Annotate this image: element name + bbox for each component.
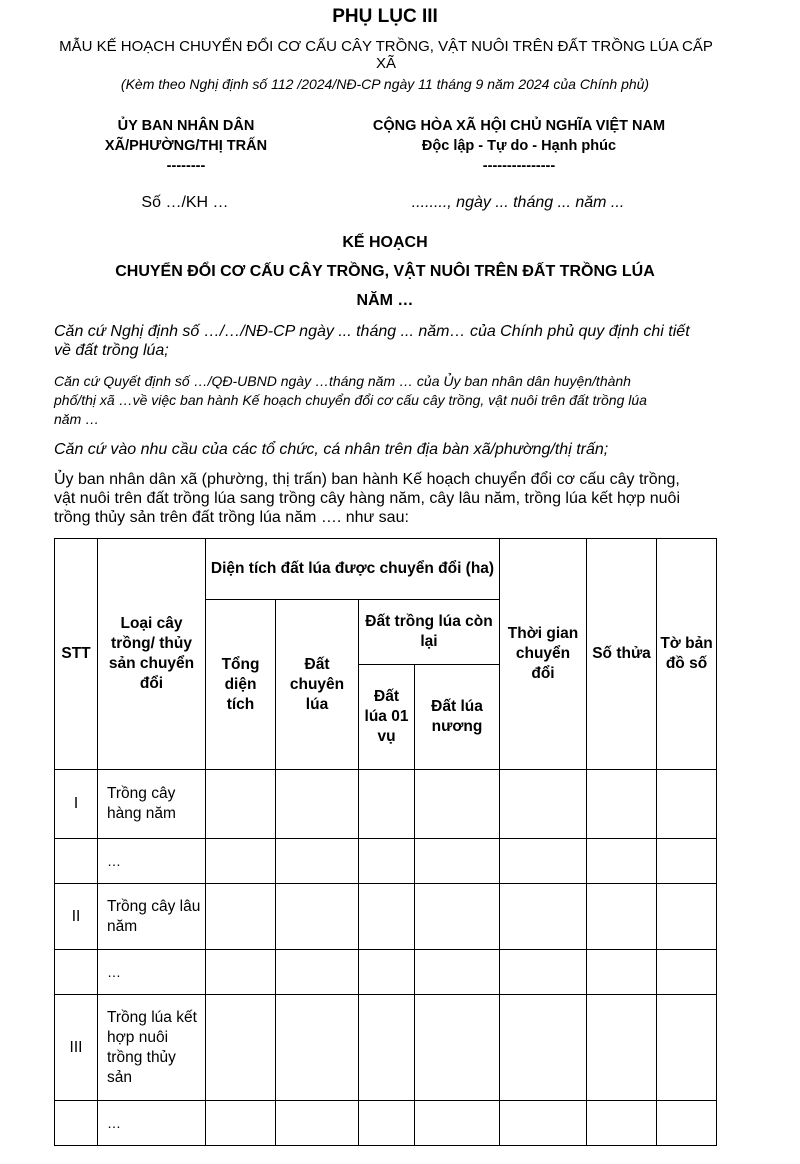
- row-type: …: [98, 1101, 206, 1146]
- cell: [206, 770, 276, 839]
- row-stt: I: [55, 770, 98, 839]
- cell: [415, 884, 500, 950]
- table-row: [55, 884, 717, 950]
- cell: [500, 770, 587, 839]
- nation-header: [350, 116, 688, 176]
- authority-line2: XÃ/PHƯỜNG/THỊ TRẤN: [104, 138, 268, 154]
- cell: [359, 1101, 415, 1146]
- plan-year: NĂM …: [356, 292, 414, 309]
- row-stt: II: [55, 884, 98, 950]
- cell: [359, 995, 415, 1101]
- authority-dashes: --------: [166, 158, 206, 174]
- cell: [276, 1101, 359, 1146]
- cell: [587, 1101, 657, 1146]
- paragraph-intro-line1: Ủy ban nhân dân xã (phường, thị trấn) ban hành Kế hoạch chuyển đổi cơ cấu cây trồng,: [54, 471, 680, 488]
- cell: [587, 950, 657, 995]
- cell: [657, 950, 717, 995]
- header-type: Loại cây trồng/ thủy sản chuyển đổi: [98, 539, 206, 770]
- cell: [657, 884, 717, 950]
- table-row: [55, 950, 717, 995]
- plan-title: KẾ HOẠCH: [342, 234, 428, 251]
- header-plot: Số thửa: [587, 539, 657, 770]
- table-row: [55, 770, 717, 839]
- cell: [359, 884, 415, 950]
- cell: [500, 1101, 587, 1146]
- table-row: [55, 839, 717, 884]
- header-total: Tổng diện tích: [206, 600, 276, 770]
- paragraph-intro: [54, 470, 724, 527]
- row-type: Trồng lúa kết hợp nuôi trồng thủy sản: [98, 995, 206, 1101]
- row-type: Trồng cây hàng năm: [98, 770, 206, 839]
- header-upland: Đất lúa nương: [415, 665, 500, 770]
- nation-line2: Độc lập - Tự do - Hạnh phúc: [421, 138, 617, 154]
- paragraph-decree-line2: về đất trồng lúa;: [54, 342, 169, 359]
- cell: [657, 770, 717, 839]
- row-stt: III: [55, 995, 98, 1101]
- cell: [587, 995, 657, 1101]
- cell: [657, 1101, 717, 1146]
- document-number: Số …/KH …: [141, 194, 229, 211]
- row-type: …: [98, 839, 206, 884]
- cell: [276, 995, 359, 1101]
- cell: [587, 839, 657, 884]
- cell: [500, 950, 587, 995]
- cell: [276, 770, 359, 839]
- table-row: [55, 995, 717, 1101]
- paragraph-needs: Căn cứ vào nhu cầu của các tổ chức, cá nhân trên địa bàn xã/phường/thị trấn;: [54, 441, 609, 458]
- cell: [206, 884, 276, 950]
- paragraph-decision-line3: năm …: [54, 411, 100, 427]
- cell: [206, 950, 276, 995]
- cell: [415, 995, 500, 1101]
- appendix-title: PHỤ LỤC III: [332, 6, 438, 27]
- cell: [415, 770, 500, 839]
- authority-header: [76, 116, 296, 176]
- header-specialized: Đất chuyên lúa: [276, 600, 359, 770]
- paragraph-intro-line2: vật nuôi trên đất trồng lúa sang trồng cây hàng năm, cây lâu năm, trồng lúa kết hợp nuôi: [54, 490, 680, 507]
- cell: [415, 839, 500, 884]
- header-stt: STT: [55, 539, 98, 770]
- cell: [415, 1101, 500, 1146]
- cell: [500, 995, 587, 1101]
- paragraph-decree-line1: Căn cứ Nghị định số …/…/NĐ-CP ngày ... tháng ... năm… của Chính phủ quy định chi tiết: [54, 323, 690, 340]
- header-time: Thời gian chuyển đổi: [500, 539, 587, 770]
- paragraph-intro-line3: trồng thủy sản trên đất trồng lúa năm …. như sau:: [54, 509, 409, 526]
- decree-reference: (Kèm theo Nghị định số 112 /2024/NĐ-CP ngày 11 tháng 9 năm 2024 của Chính phủ): [120, 76, 650, 92]
- cell: [359, 770, 415, 839]
- cell: [587, 884, 657, 950]
- cell: [415, 950, 500, 995]
- row-type: Trồng cây lâu năm: [98, 884, 206, 950]
- cell: [657, 995, 717, 1101]
- authority-line1: ỦY BAN NHÂN DÂN: [117, 118, 255, 134]
- form-title-line1: MẪU KẾ HOẠCH CHUYỂN ĐỔI CƠ CẤU CÂY TRỒNG, VẬT NUÔI TRÊN ĐẤT TRỒNG LÚA CẤP: [59, 38, 713, 55]
- cell: [359, 950, 415, 995]
- paragraph-decision: [54, 372, 724, 429]
- cell: [587, 770, 657, 839]
- cell: [276, 839, 359, 884]
- row-stt: [55, 950, 98, 995]
- form-title-line2: XÃ: [375, 55, 396, 72]
- paragraph-decision-line2: phố/thị xã …về việc ban hành Kế hoạch chuyển đổi cơ cấu cây trồng, vật nuôi trên đất trồng lúa: [54, 392, 647, 408]
- paragraph-decision-line1: Căn cứ Quyết định số …/QĐ-UBND ngày …tháng năm … của Ủy ban nhân dân huyện/thành: [54, 373, 631, 389]
- header-area-group: Diện tích đất lúa được chuyển đổi (ha): [206, 539, 500, 600]
- header-remaining: Đất trồng lúa còn lại: [359, 600, 500, 665]
- cell: [500, 884, 587, 950]
- cell: [206, 995, 276, 1101]
- cell: [276, 950, 359, 995]
- document-date: ........, ngày ... tháng ... năm ...: [411, 194, 625, 211]
- row-stt: [55, 839, 98, 884]
- paragraph-decree: [54, 322, 724, 360]
- row-type: …: [98, 950, 206, 995]
- cell: [206, 839, 276, 884]
- nation-dashes: ---------------: [482, 158, 556, 174]
- header-one-crop: Đất lúa 01 vụ: [359, 665, 415, 770]
- cell: [276, 884, 359, 950]
- cell: [359, 839, 415, 884]
- header-map-sheet: Tờ bản đồ số: [657, 539, 717, 770]
- conversion-plan-table: [54, 538, 717, 1146]
- cell: [206, 1101, 276, 1146]
- nation-line1: CỘNG HÒA XÃ HỘI CHỦ NGHĨA VIỆT NAM: [372, 118, 666, 134]
- table-row: [55, 1101, 717, 1146]
- row-stt: [55, 1101, 98, 1146]
- cell: [500, 839, 587, 884]
- form-title: [50, 38, 722, 72]
- cell: [657, 839, 717, 884]
- plan-subtitle: CHUYỂN ĐỔI CƠ CẤU CÂY TRỒNG, VẬT NUÔI TRÊN ĐẤT TRỒNG LÚA: [115, 263, 655, 280]
